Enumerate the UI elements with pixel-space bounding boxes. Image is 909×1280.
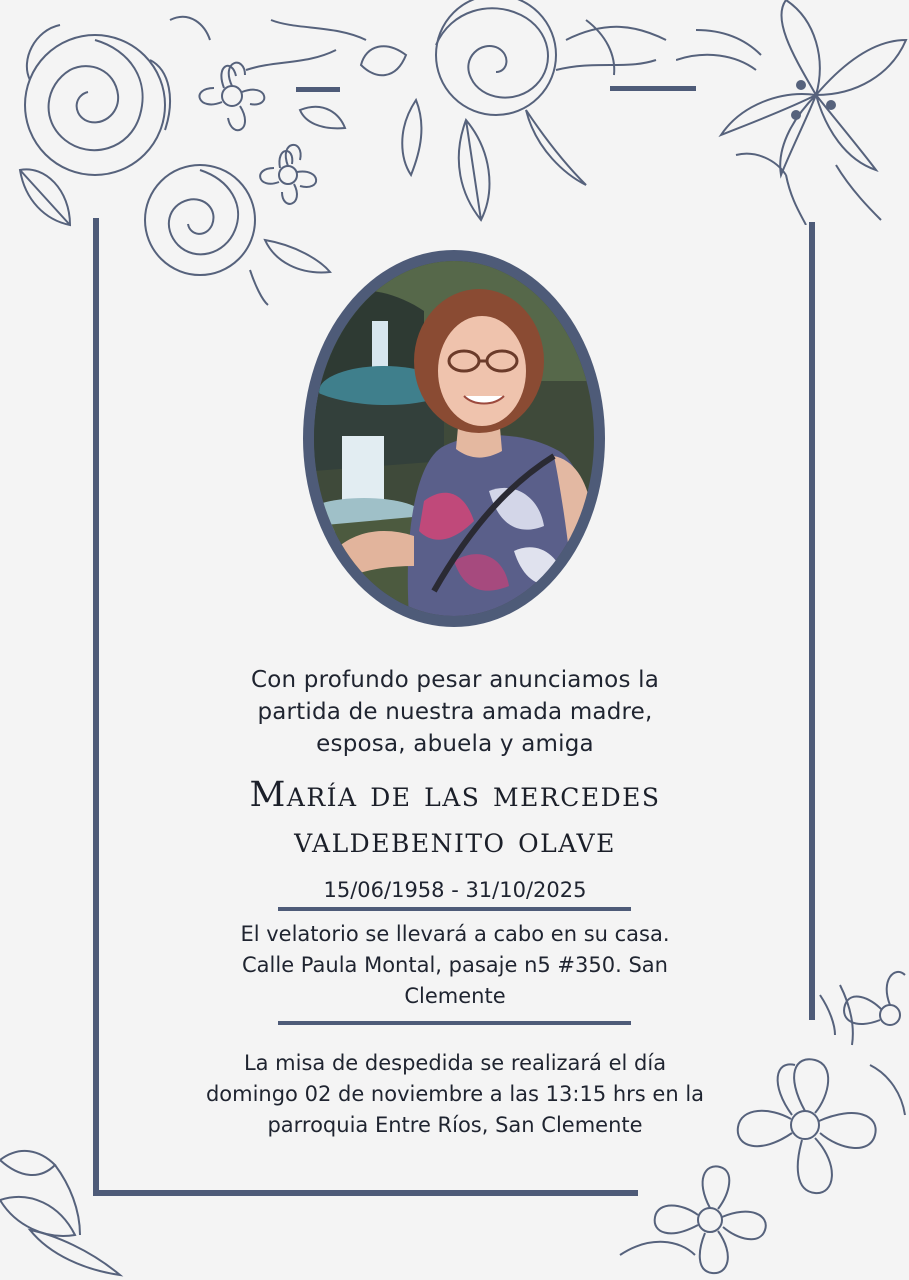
- intro-line: partida de nuestra amada madre,: [257, 699, 653, 725]
- mass-line: domingo 02 de noviembre a las 13:15 hrs en la: [205, 1082, 705, 1106]
- name-line: valdebenito olave: [294, 821, 616, 861]
- wake-line: Calle Paula Montal, pasaje n5 #350. San: [242, 953, 668, 977]
- frame-left-border: [93, 218, 99, 1196]
- intro-line: esposa, abuela y amiga: [316, 731, 594, 757]
- wake-line: Clemente: [404, 984, 506, 1008]
- wake-details: [190, 919, 720, 1012]
- wake-line: El velatorio se llevará a cabo en su casa.: [240, 922, 670, 946]
- mass-details: [160, 1048, 750, 1141]
- frame-bottom-border: [93, 1190, 638, 1196]
- frame-right-border: [809, 222, 815, 1020]
- intro-line: Con profundo pesar anunciamos la: [250, 667, 660, 693]
- mass-line: parroquia Entre Ríos, San Clemente: [267, 1113, 643, 1137]
- portrait-photo: [314, 261, 594, 616]
- deceased-name: [150, 772, 760, 864]
- announcement-intro: [150, 664, 760, 760]
- divider-line: [278, 1021, 631, 1025]
- portrait-frame: [303, 250, 605, 627]
- floral-top-center-icon: [236, 0, 676, 230]
- life-dates: 15/06/1958 - 31/10/2025: [323, 878, 587, 902]
- mass-line: La misa de despedida se realizará el día: [243, 1051, 667, 1075]
- name-line: María de las mercedes: [249, 775, 661, 815]
- lily-top-right-icon: [676, 0, 909, 225]
- divider-line: [278, 907, 631, 911]
- floral-bottom-left-icon: [0, 1140, 130, 1280]
